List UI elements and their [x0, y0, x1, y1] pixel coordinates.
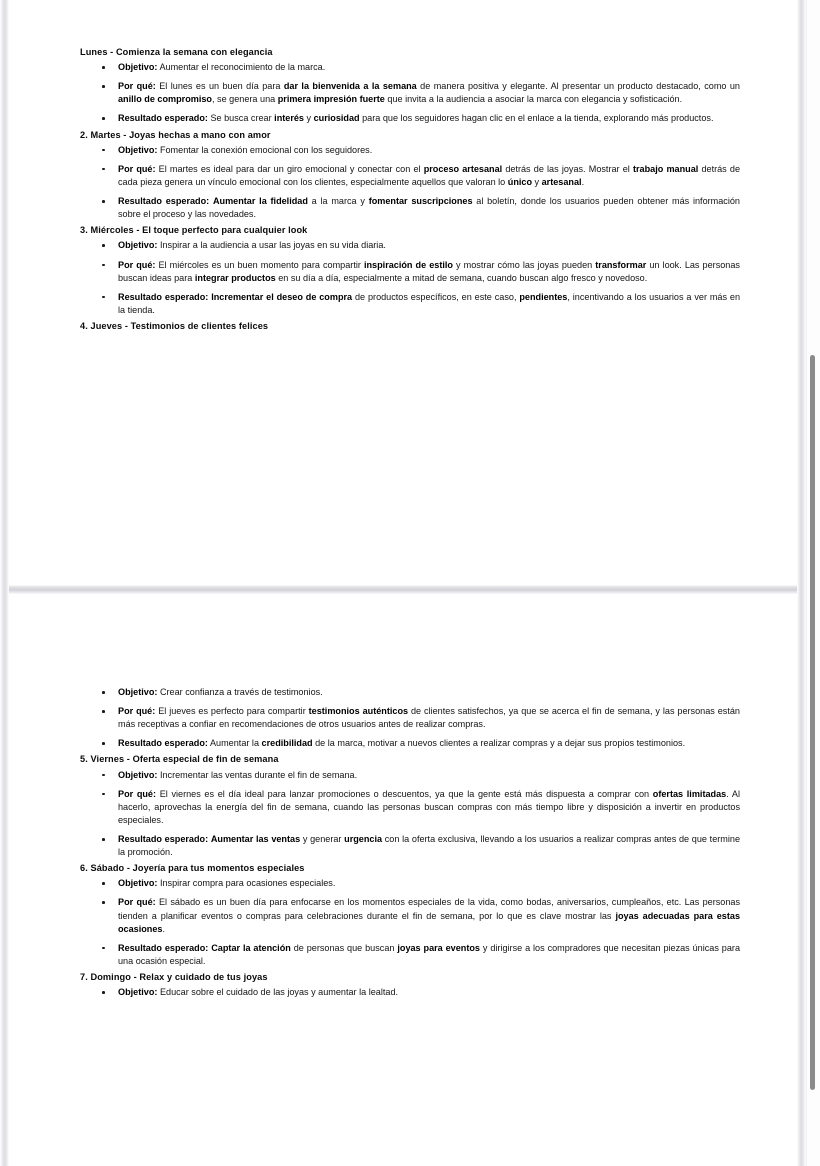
- bullet-text: El sábado es un buen día para enfocarse en los momentos especiales de la vida, como bodas, aniversarios, cumpleaños, etc. Las personas tienden a planificar eventos o compras para celebraciones durante el fin de semana, por lo que es clave mostrar las: [118, 897, 740, 921]
- section-heading: 2. Martes - Joyas hechas a mano con amor: [80, 129, 271, 140]
- bullet-item: [118, 259, 740, 285]
- bullet-text: Aumentar la: [207, 738, 262, 749]
- bullet-emphasis: ofertas limitadas: [652, 788, 727, 799]
- bullet-text: a la marca y: [307, 196, 369, 207]
- bullet-list: [80, 686, 740, 750]
- bullet-list: [80, 769, 740, 860]
- bullet-text: y: [532, 176, 542, 187]
- bullet-text: y dirigirse a los compradores que necesitan piezas únicas para una ocasión especial.: [118, 942, 741, 966]
- bullet-emphasis: Aumentar las ventas: [210, 833, 301, 844]
- section-heading: Lunes - Comienza la semana con elegancia: [80, 47, 273, 57]
- bullet-text: Inspirar a la audiencia a usar las joyas en su vida diaria.: [157, 240, 386, 251]
- bullet-text: detrás de las joyas. Mostrar el: [502, 163, 633, 174]
- bullet-text: Crear confianza a través de testimonios.: [157, 687, 323, 697]
- vertical-scrollbar-thumb[interactable]: [810, 355, 815, 1090]
- bullet-text: de clientes satisfechos, ya que se acerca el fin de semana, y las personas están más receptivas a confiar en recomendaciones de otros usuarios antes de realizar compras.: [118, 706, 740, 730]
- bullet-list: [80, 877, 740, 968]
- bullet-emphasis: trabajo manual: [632, 163, 699, 174]
- bullet-item: [118, 239, 740, 252]
- bullet-item: [118, 877, 740, 890]
- bullet-text: de manera positiva y elegante. Al presentar un producto destacado, como un: [416, 81, 740, 92]
- section-heading: 4. Jueves - Testimonios de clientes felices: [80, 320, 269, 331]
- bullet-text: de personas que buscan: [290, 942, 398, 953]
- bullet-item: [118, 112, 740, 125]
- section-heading: 7. Domingo - Relax y cuidado de tus joyas: [80, 971, 268, 982]
- bullet-text: Fomentar la conexión emocional con los seguidores.: [157, 144, 373, 155]
- bullet-emphasis: proceso artesanal: [423, 163, 503, 174]
- bullet-text: en su día a día, especialmente a mitad de semana, cuando buscan algo fresco y novedoso.: [275, 272, 648, 283]
- bullet-item: [118, 705, 740, 731]
- bullet-text: de la marca, motivar a nuevos clientes a realizar compras y a dejar sus propios testimonios.: [312, 738, 686, 749]
- page-separator: [0, 585, 806, 594]
- bullet-text: Incrementar las ventas durante el fin de semana.: [157, 769, 358, 780]
- bullet-label: Resultado esperado:: [118, 942, 209, 953]
- bullet-item: [118, 80, 740, 106]
- bullet-text: y mostrar cómo las joyas pueden: [452, 259, 596, 270]
- bullet-emphasis: curiosidad: [313, 113, 360, 124]
- page-2-content: [80, 686, 740, 999]
- bullet-label: Resultado esperado:: [118, 738, 208, 749]
- bullet-label: Por qué:: [118, 788, 157, 799]
- bullet-item: [118, 163, 740, 189]
- section-heading: 3. Miércoles - El toque perfecto para cualquier look: [80, 225, 308, 236]
- bullet-label: Por qué:: [118, 259, 156, 270]
- bullet-emphasis: joyas adecuadas para estas ocasiones: [118, 910, 740, 934]
- bullet-text: para que los seguidores hagan clic en el enlace a la tienda, explorando más productos.: [359, 113, 714, 124]
- bullet-label: Objetivo:: [118, 62, 158, 73]
- bullet-text: .: [581, 176, 585, 187]
- bullet-item: [118, 986, 740, 999]
- bullet-item: [118, 686, 740, 699]
- bullet-emphasis: inspiración de estilo: [363, 259, 453, 270]
- bullet-list: [80, 986, 740, 999]
- bullet-emphasis: dar la bienvenida a la semana: [283, 81, 417, 92]
- bullet-text: al boletín, donde los usuarios pueden obtener más información sobre el proceso y las novedades.: [118, 196, 740, 220]
- bullet-item: [118, 942, 740, 968]
- bullet-emphasis: anillo de compromiso: [118, 94, 212, 105]
- bullet-label: Resultado esperado:: [118, 113, 208, 124]
- bullet-emphasis: interés: [274, 113, 304, 124]
- bullet-text: El miércoles es un buen momento para compartir: [155, 259, 364, 270]
- bullet-label: Por qué:: [118, 81, 156, 92]
- bullet-text: Aumentar el reconocimiento de la marca.: [157, 62, 326, 73]
- bullet-emphasis: pendientes: [519, 291, 568, 302]
- bullet-emphasis: urgencia: [344, 833, 383, 844]
- bullet-item: [118, 737, 740, 750]
- bullet-emphasis: testimonios auténticos: [308, 706, 409, 717]
- bullet-label: Por qué:: [118, 706, 156, 717]
- bullet-list: [80, 61, 740, 125]
- section-heading: 5. Viernes - Oferta especial de fin de semana: [80, 754, 279, 765]
- bullet-text: El viernes es el día ideal para lanzar promociones o descuentos, ya que la gente está más dispuesta a comprar con: [156, 788, 653, 799]
- bullet-label: Por qué:: [118, 897, 156, 908]
- bullet-text: de productos específicos, en este caso,: [352, 291, 520, 302]
- bullet-item: [118, 896, 740, 935]
- bullet-text: un look. Las personas buscan ideas para: [118, 259, 740, 283]
- bullet-emphasis: Aumentar la fidelidad: [212, 196, 308, 207]
- bullet-label: Resultado esperado:: [118, 833, 209, 844]
- page-1-content: [80, 46, 740, 333]
- bullet-emphasis: joyas para eventos: [397, 942, 480, 953]
- bullet-text: Inspirar compra para ocasiones especiales.: [157, 878, 336, 889]
- bullet-item: [118, 144, 740, 157]
- bullet-emphasis: Captar la atención: [211, 942, 291, 953]
- document-page-2: [5, 594, 801, 1166]
- bullet-text: Se busca crear: [207, 113, 275, 124]
- bullet-text: El martes es ideal para dar un giro emocional y conectar con el: [155, 163, 424, 174]
- section-heading: 6. Sábado - Joyería para tus momentos especiales: [80, 863, 305, 874]
- bullet-text: detrás de cada pieza genera un vínculo emocional con los clientes, especialmente aquellos que valoran lo: [118, 163, 741, 187]
- bullet-text: . Al hacerlo, aprovechas la energía del fin de semana, cuando las personas buscan compras con más tiempo libre y disposición a invertir en productos especiales.: [118, 788, 740, 825]
- bullet-item: [118, 769, 740, 782]
- bullet-label: Objetivo:: [118, 987, 158, 998]
- bullet-label: Objetivo:: [118, 144, 158, 155]
- bullet-emphasis: Incrementar el deseo de compra: [211, 291, 353, 302]
- bullet-text: , incentivando a los usuarios a ver más en la tienda.: [118, 291, 741, 315]
- bullet-text: Educar sobre el cuidado de las joyas y aumentar la lealtad.: [157, 987, 399, 998]
- bullet-emphasis: integrar productos: [194, 272, 276, 283]
- bullet-emphasis: fomentar suscripciones: [368, 196, 473, 207]
- bullet-label: Objetivo:: [118, 878, 158, 889]
- bullet-label: Por qué:: [118, 163, 156, 174]
- document-page-1: [5, 0, 801, 585]
- bullet-item: [118, 291, 740, 317]
- bullet-emphasis: transformar: [595, 259, 647, 270]
- bullet-emphasis: credibilidad: [261, 738, 313, 749]
- bullet-label: Objetivo:: [118, 687, 158, 697]
- bullet-item: [118, 788, 740, 827]
- vertical-scrollbar-track[interactable]: [806, 0, 820, 1166]
- bullet-label: Resultado esperado:: [118, 196, 210, 207]
- bullet-text: El lunes es un buen día para: [155, 81, 284, 92]
- bullet-item: [118, 833, 740, 859]
- bullet-text: con la oferta exclusiva, llevando a los usuarios a realizar compras antes de que termine la promoción.: [118, 833, 740, 858]
- bullet-list: [80, 239, 740, 316]
- bullet-text: y: [304, 113, 314, 124]
- bullet-text: .: [162, 923, 166, 934]
- bullet-emphasis: único: [507, 176, 533, 187]
- bullet-text: y generar: [300, 833, 345, 844]
- bullet-label: Resultado esperado:: [118, 291, 209, 302]
- bullet-emphasis: artesanal: [541, 176, 582, 187]
- bullet-label: Objetivo:: [118, 240, 158, 251]
- bullet-text: que invita a la audiencia a asociar la marca con elegancia y sofisticación.: [384, 94, 683, 105]
- bullet-item: [118, 195, 740, 221]
- bullet-emphasis: primera impresión fuerte: [277, 94, 385, 105]
- bullet-label: Objetivo:: [118, 769, 158, 780]
- bullet-item: [118, 61, 740, 74]
- bullet-text: , se genera una: [211, 94, 278, 105]
- bullet-text: El jueves es perfecto para compartir: [155, 706, 309, 717]
- bullet-list: [80, 144, 740, 221]
